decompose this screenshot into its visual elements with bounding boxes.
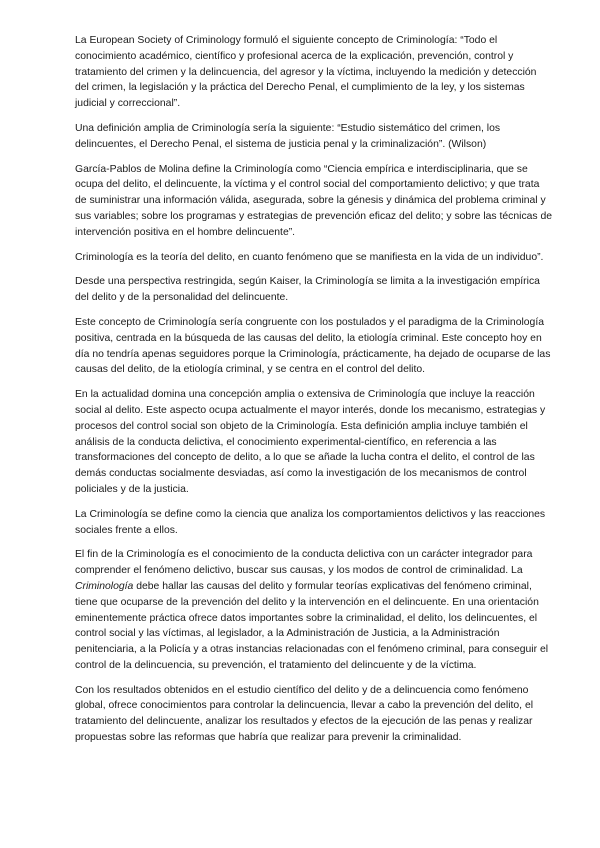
- paragraph-european-society: La European Society of Criminology formuló el siguiente concepto de Criminología: “Todo el conocimiento académico, científico y profesional acerca de la explicación, prevención, control y tratamiento del crimen y la delincuencia, del agresor y la víctima, incluyendo la medición y detección del crimen, la legislación y la práctica del Derecho Penal, el cumplimiento de la ley, y los sistemas judicial y correccional”.: [75, 35, 537, 110]
- document-page: [75, 33, 553, 755]
- paragraph-results: Con los resultados obtenidos en el estudio científico del delito y de a delincuencia como fenómeno global, ofrece conocimientos para controlar la delincuencia, llevar a cabo la prevención del delito, el tratamiento del delincuente, analizar los resultados y efectos de la ejecución de las penas y realizar propuestas sobre las reformas que habría que realizar para prevenir la criminalidad.: [75, 684, 534, 744]
- paragraph-kaiser: Desde una perspectiva restringida, según Kaiser, la Criminología se limita a la investigación empírica del delito y de la personalidad del delincuente.: [75, 276, 540, 304]
- paragraph-theory-of-crime: Criminología es la teoría del delito, en cuanto fenómeno que se manifiesta en la vida de un individuo”.: [75, 251, 544, 263]
- paragraph-wilson-definition: Una definición amplia de Criminología sería la siguiente: “Estudio sistemático del crimen, los delincuentes, el Derecho Penal, el sistema de justicia penal y la criminalización”. (Wilson): [75, 122, 501, 150]
- paragraph-purpose-text-2: debe hallar las causas del delito y formular teorías explicativas del fenómeno criminal, tiene que ocuparse de la prevención del delito y la intervención en el delincuente. En una orientación eminentemente práctica ofrece datos importantes sobre la criminalidad, el delito, los delincuentes, el control social y las víctimas, al legislador, a la Administración de Justicia, a la Administración penitenciaria, a la Policía y a otras instancias relacionadas con el fenómeno criminal, para conseguir el control de la delincuencia, su prevención, el tratamiento del delincuente y de la víctima.: [75, 580, 549, 671]
- paragraph-science-definition: La Criminología se define como la ciencia que analiza los comportamientos delictivos y las reacciones sociales frente a ellos.: [75, 508, 546, 536]
- paragraph-broad-conception: En la actualidad domina una concepción amplia o extensiva de Criminología que incluye la reacción social al delito. Este aspecto ocupa actualmente el mayor interés, donde los mecanismo, estrategias y procesos del control social son objeto de la Criminología. Esta definición amplia incluye también el análisis de la conducta delictiva, el conocimiento experimental-científico, en referencia a las transformaciones del concepto de delito, a lo que se añade la lucha contra el delito, el control de las demás conductas socialmente desviadas, así como la investigación de los mecanismos de control policiales y de la justicia.: [75, 389, 546, 495]
- paragraph-purpose-text-1: El fin de la Criminología es el conocimiento de la conducta delictiva con un carácter integrador para comprender el fenómeno delictivo, buscar sus causas, y los modos de control de criminalidad. La: [75, 549, 533, 577]
- paragraph-positive-criminology: Este concepto de Criminología sería congruente con los postulados y el paradigma de la Criminología positiva, centrada en la búsqueda de las causas del delito, la etiología criminal. Este concepto hoy en día no tendría apenas seguidores porque la Criminología, prácticamente, ha dejado de ocuparse de las causas del delito, de la etiología criminal, y se centra en el control del delito.: [75, 316, 551, 376]
- paragraph-purpose: [75, 547, 553, 673]
- paragraph-garcia-pablos: García-Pablos de Molina define la Criminología como “Ciencia empírica e interdisciplinaria, que se ocupa del delito, el delincuente, la víctima y el control social del comportamiento delictivo; y que trata de suministrar una información válida, asegurada, sobre la génesis y dinámica del problema criminal y sus variables; sobre los programas y estrategias de prevención eficaz del delito; y sobre las técnicas de intervención positiva en el hombre delincuente”.: [75, 163, 553, 238]
- emphasis-criminologia: Criminología: [75, 580, 134, 592]
